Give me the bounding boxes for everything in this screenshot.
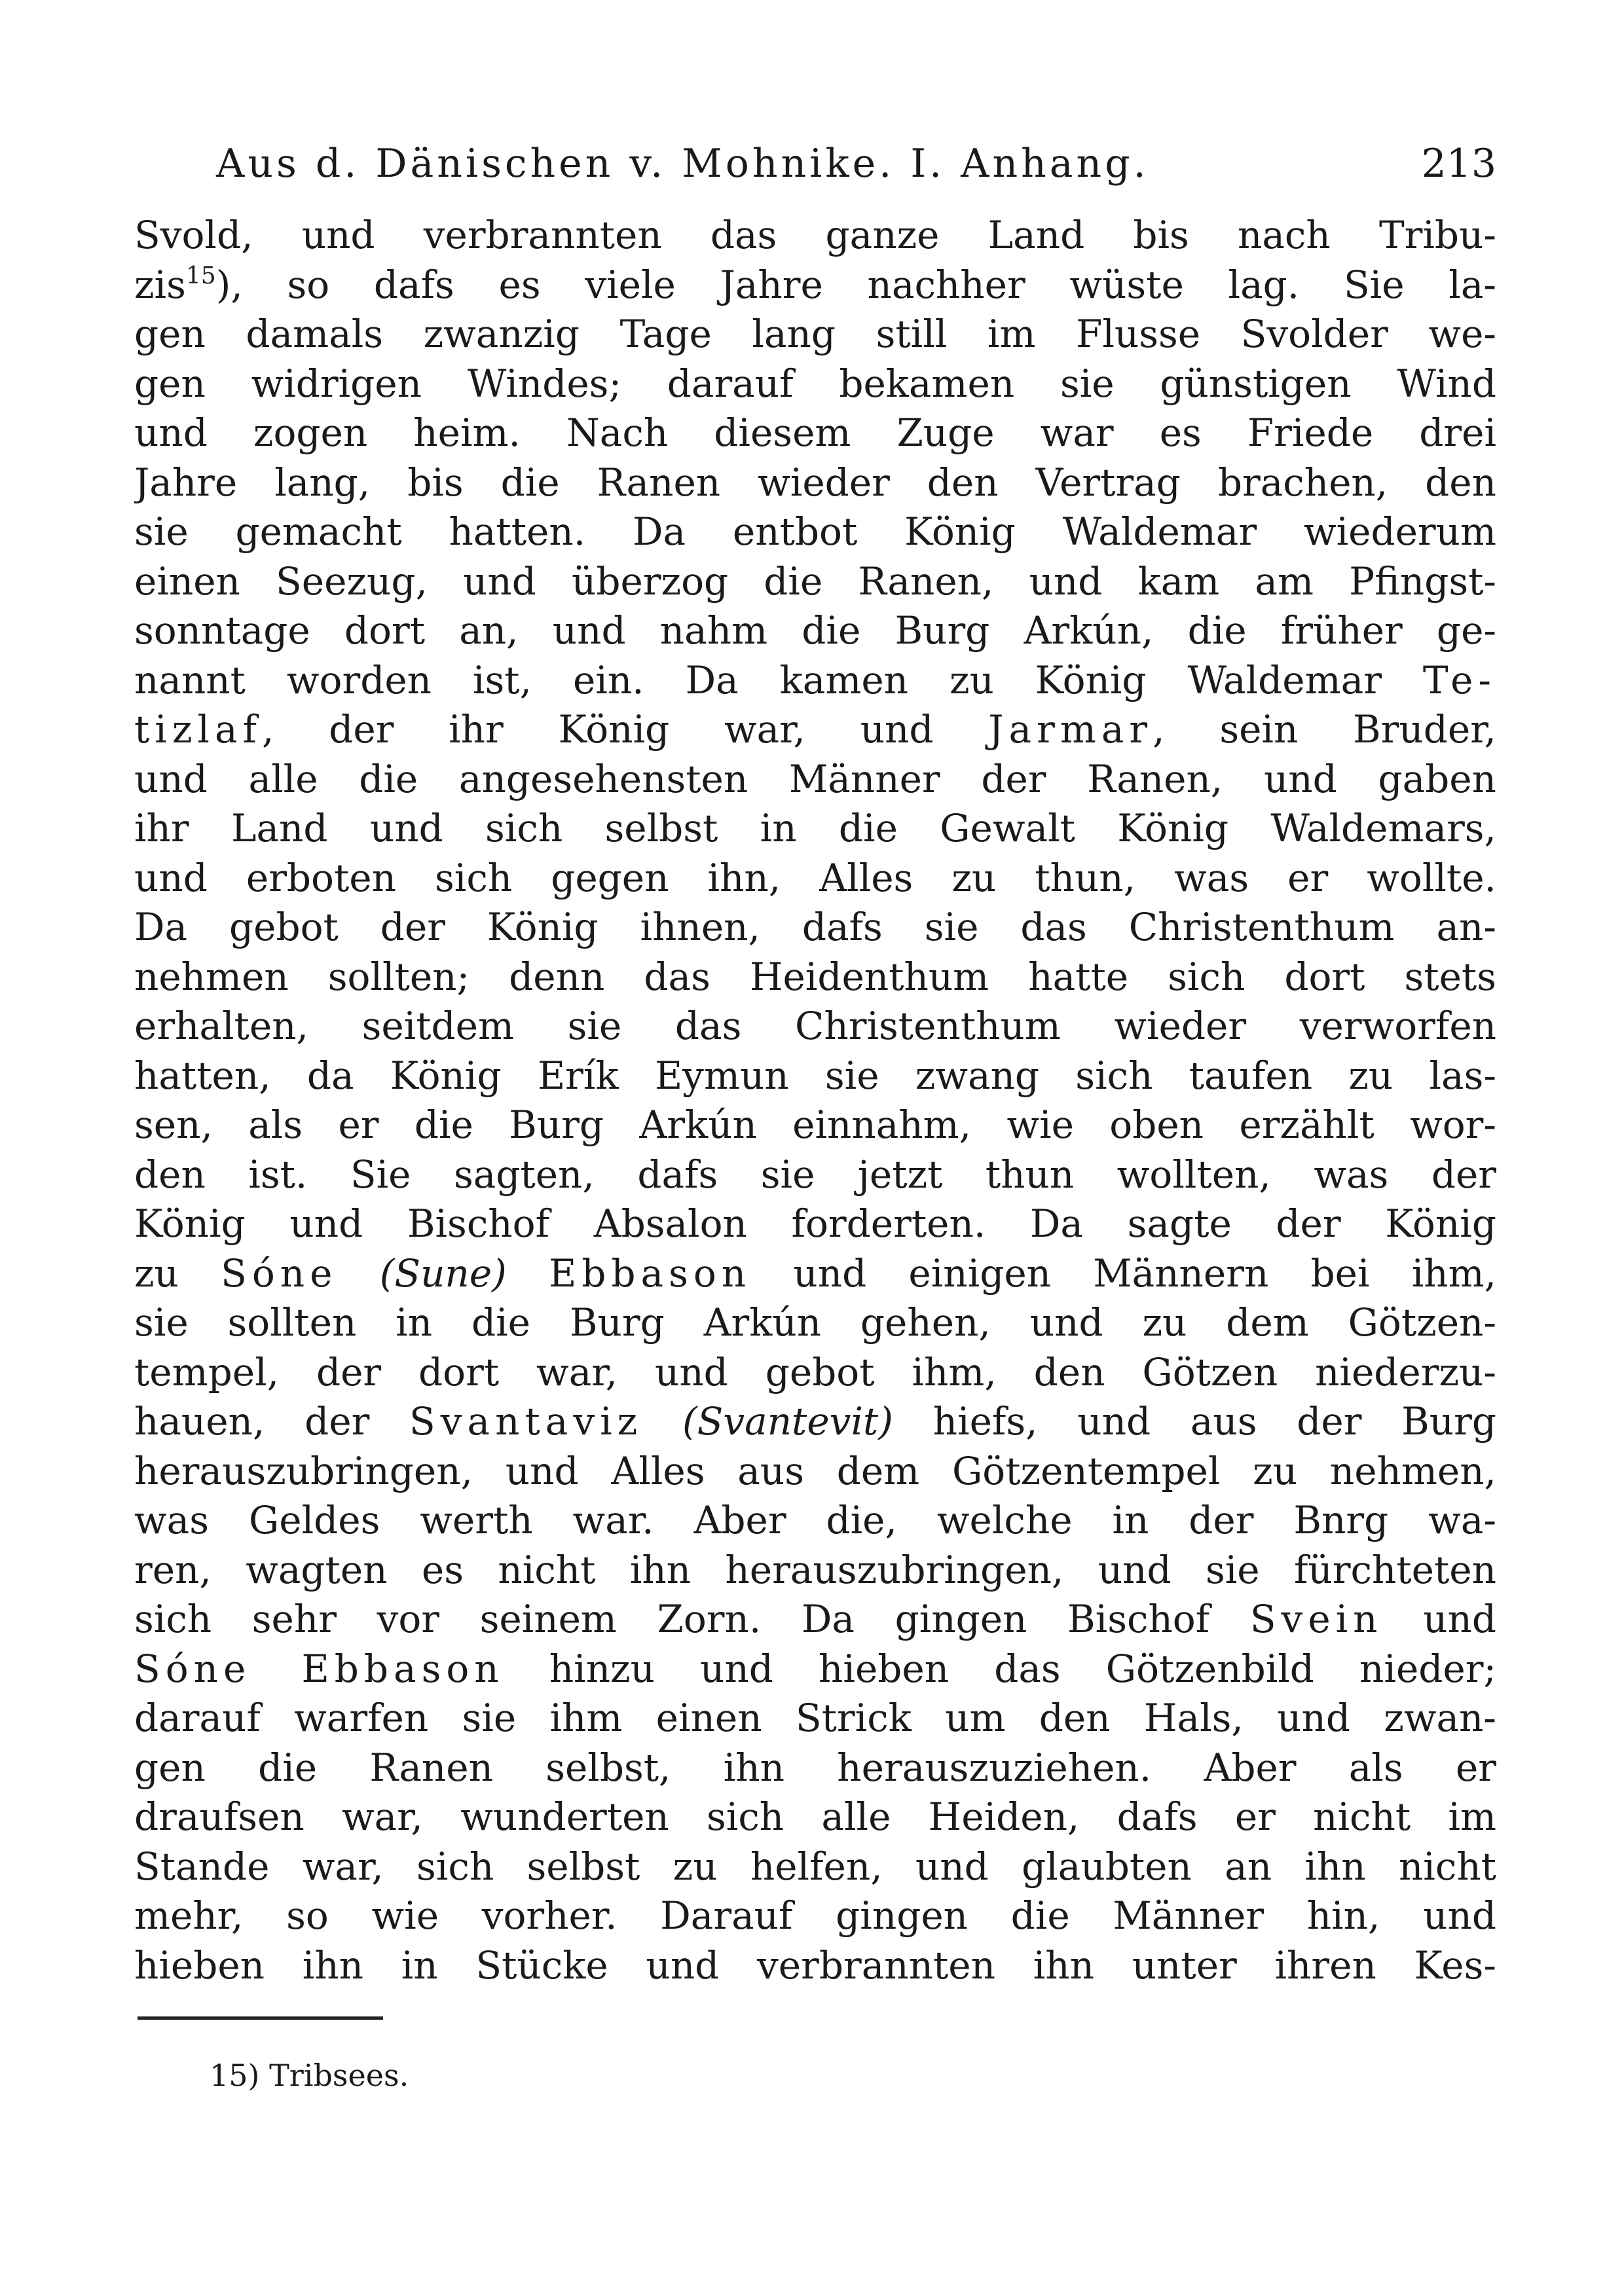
text-line: und erboten sich gegen ihn, Alles zu thun, was er wollte. [134,855,1496,900]
text-line [134,1249,1496,1299]
body-text [134,211,1496,1990]
footnote-ref: 15 [185,262,216,289]
text-line: einen Seezug, und überzog die Ranen, und kam am Pfingst- [134,558,1496,604]
text-segment: nannt worden ist, ein. Da kamen zu König Waldemar [134,657,1382,702]
text-segment: sich sehr vor seinem Zorn. Da gingen Bischof [134,1597,1210,1641]
spaced-name: Jarmar [988,707,1153,752]
spaced-name: Sóne [221,1250,338,1296]
text-segment: und einigen Männern bei ihm, [793,1250,1496,1296]
spaced-name: Ebbason [548,1250,752,1296]
text-line: und zogen heim. Nach diesem Zuge war es Friede drei [134,410,1496,455]
text-line: tempel, der dort war, und gebot ihm, den Götzen niederzu- [134,1349,1496,1394]
running-header [216,137,1496,190]
text-line: herauszubringen, und Alles aus dem Götzentempel zu nehmen, [134,1448,1496,1493]
italic-name: (Svantevit) [682,1399,893,1444]
text-line: Svold, und verbrannten das ganze Land bis nach Tribu- [134,213,1496,257]
text-line: den ist. Sie sagten, dafs sie jetzt thun wollten, was der [134,1152,1496,1197]
text-line: ihr Land und sich selbst in die Gewalt König Waldemars, [134,806,1496,850]
text-line: Jahre lang, bis die Ranen wieder den Vertrag brachen, den [134,460,1496,505]
text-line [134,1397,1496,1447]
text-line: sen, als er die Burg Arkún einnahm, wie oben erzählt wor- [134,1102,1496,1147]
italic-name: (Sune) [379,1250,507,1296]
text-line: nehmen sollten; denn das Heidenthum hatte sich dort stets [134,954,1496,999]
text-line: mehr, so wie vorher. Darauf gingen die Männer hin, und [134,1893,1496,1938]
text-segment: zu [134,1250,179,1296]
text-segment: hauen, der [134,1399,370,1444]
text-line: sonntage dort an, und nahm die Burg Arkún, die früher ge- [134,608,1496,653]
text-segment: und [1423,1597,1496,1641]
text-line: hatten, da König Erík Eymun sie zwang sich taufen zu las- [134,1053,1496,1098]
text-line: Stande war, sich selbst zu helfen, und glaubten an ihn nicht [134,1844,1496,1889]
text-line: was Geldes werth war. Aber die, welche in der Bnrg wa- [134,1498,1496,1542]
text-line: sie gemacht hatten. Da entbot König Waldemar wiederum [134,509,1496,554]
running-title: Aus d. Dänischen v. Mohnike. I. Anhang. [216,141,1149,187]
text-segment: , sein Bruder, [1153,707,1496,752]
text-segment: hinzu und hieben das Götzenbild nieder; [549,1646,1496,1691]
text-segment: zis [134,262,186,307]
text-line: König und Bischof Absalon forderten. Da sagte der König [134,1201,1496,1246]
text-line: gen die Ranen selbst, ihn herauszuziehen. Aber als er [134,1745,1496,1790]
text-line: und alle die angesehensten Männer der Ranen, und gaben [134,756,1496,801]
text-line: sie sollten in die Burg Arkún gehen, und zu dem Götzen- [134,1300,1496,1345]
text-segment: hiefs, und aus der Burg [932,1399,1496,1444]
text-line: erhalten, seitdem sie das Christenthum wieder verworfen [134,1004,1496,1048]
spaced-name: Svantaviz [409,1399,643,1444]
text-segment: , der ihr König war, und [262,707,934,752]
text-line [134,1595,1496,1645]
text-line: ren, wagten es nicht ihn herauszubringen, und sie fürchteten [134,1547,1496,1592]
footnote: 15) Tribsees. [210,2058,409,2093]
text-line: hieben ihn in Stücke und verbrannten ihn unter ihren Kes- [134,1942,1496,1988]
text-line [134,261,1496,310]
spaced-name: tizlaf [134,707,263,752]
text-segment: ), so dafs es viele Jahre nachher wüste lag. Sie la- [215,262,1496,307]
footnote-rule [138,2016,383,2020]
text-line [134,1645,1496,1694]
spaced-name: Te- [1422,657,1496,702]
text-line: gen widrigen Windes; darauf bekamen sie günstigen Wind [134,361,1496,406]
spaced-name: Sóne Ebbason [134,1646,504,1691]
text-line [134,656,1496,706]
spaced-name: Svein [1249,1597,1383,1641]
page-number: 213 [1421,141,1496,187]
text-line: draufsen war, wunderten sich alle Heiden, dafs er nicht im [134,1795,1496,1839]
text-line [134,705,1496,755]
text-line: darauf warfen sie ihm einen Strick um den Hals, und zwan- [134,1696,1496,1740]
text-line: gen damals zwanzig Tage lang still im Flusse Svolder we- [134,312,1496,356]
text-line: Da gebot der König ihnen, dafs sie das Christenthum an- [134,905,1496,949]
